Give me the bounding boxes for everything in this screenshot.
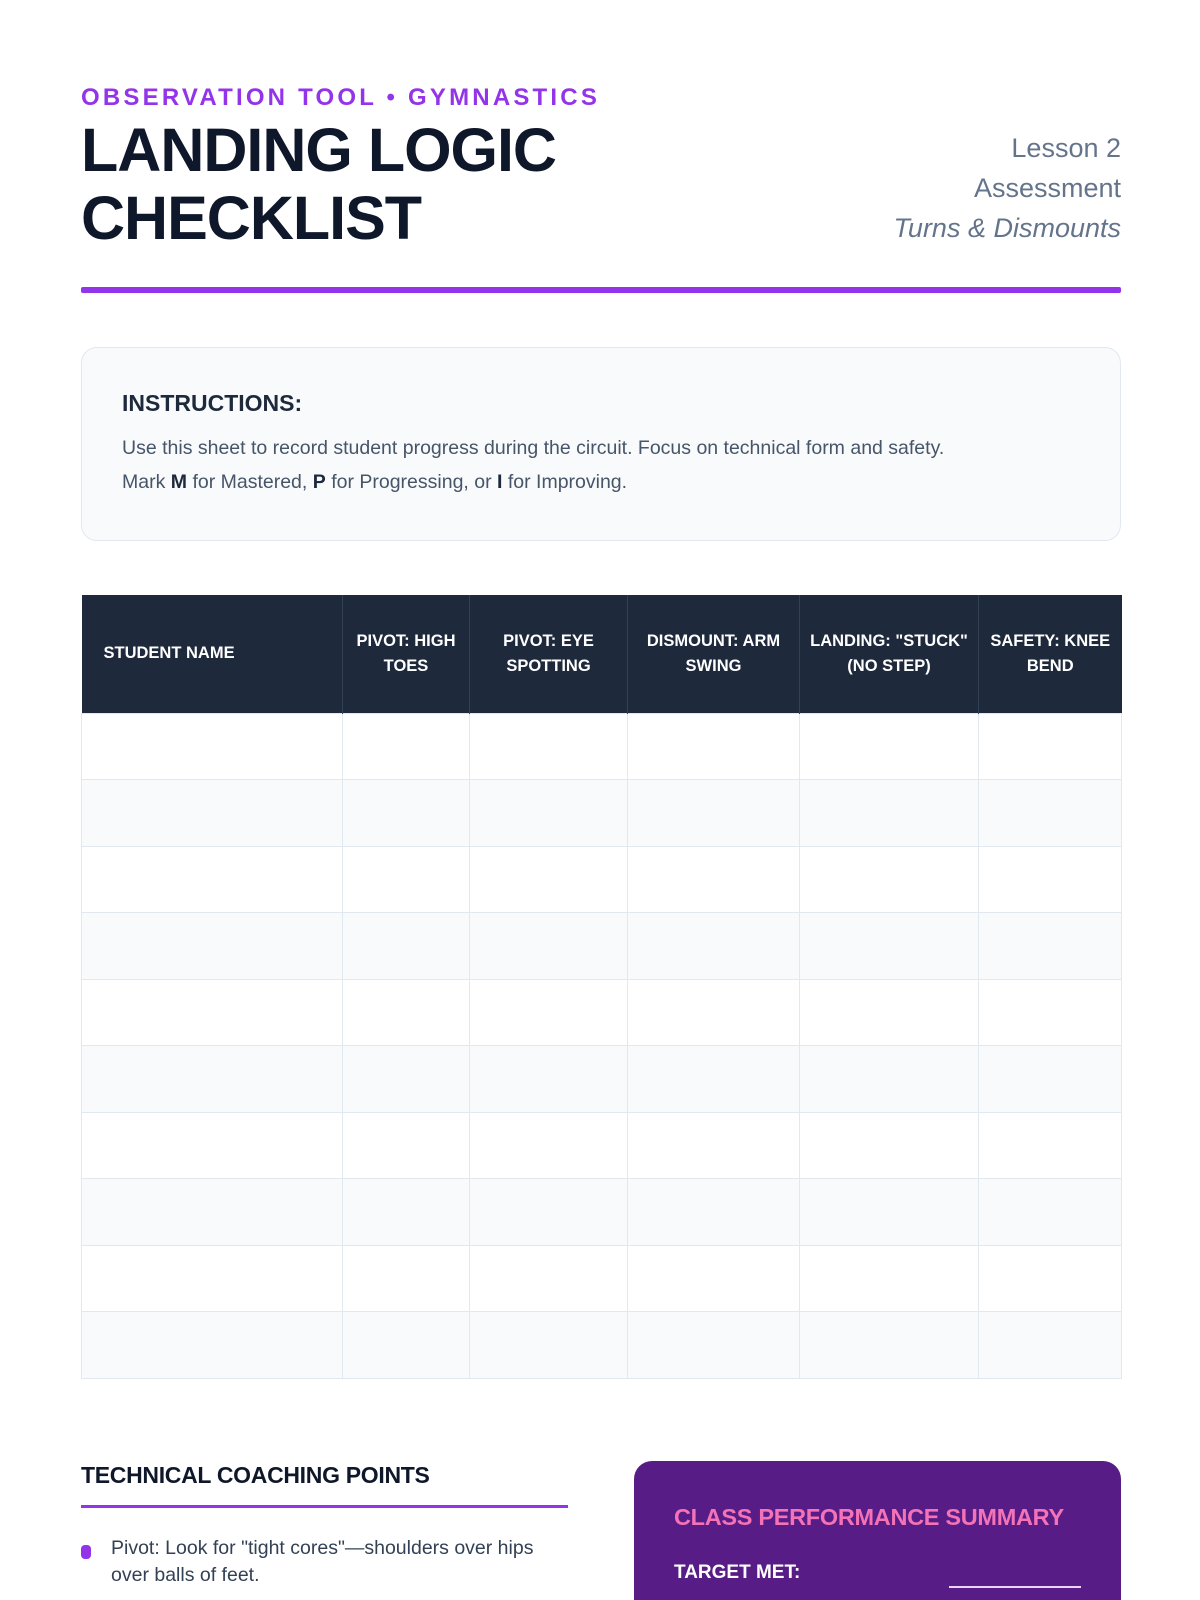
checklist-table [81,595,1122,1379]
mark-cell[interactable] [628,1112,800,1179]
column-header: PIVOT: EYE SPOTTING [470,595,628,713]
lesson-meta [893,128,1121,248]
coaching-point [81,1535,568,1589]
mark-cell[interactable] [470,713,628,780]
mark-cell[interactable] [343,979,470,1046]
coaching-list [81,1535,568,1589]
mark-cell[interactable] [470,1312,628,1379]
mark-cell[interactable] [979,1112,1122,1179]
mark-cell[interactable] [979,1312,1122,1379]
instructions-box [81,347,1121,541]
mark-cell[interactable] [470,979,628,1046]
student-name-cell[interactable] [82,713,343,780]
instructions-line1: Use this sheet to record student progress during the circuit. Focus on technical form and safety. [122,437,945,459]
table-row [82,1046,1122,1113]
table-header-row [82,595,1122,713]
lesson-subtitle: Turns & Dismounts [893,213,1121,243]
table-row [82,1112,1122,1179]
mark-cell[interactable] [343,713,470,780]
mark-cell[interactable] [800,1112,979,1179]
mark-cell[interactable] [979,1245,1122,1312]
column-header: DISMOUNT: ARM SWING [628,595,800,713]
lesson-number: Lesson 2 [1011,133,1121,163]
mark-cell[interactable] [979,979,1122,1046]
mark-cell[interactable] [470,1245,628,1312]
mark-cell[interactable] [628,913,800,980]
mark-cell[interactable] [800,846,979,913]
target-met-row [674,1562,1081,1592]
instructions-mark: Mark [122,471,166,493]
column-header: SAFETY: KNEE BEND [979,595,1122,713]
mark-cell[interactable] [628,1179,800,1246]
mark-cell[interactable] [343,1245,470,1312]
bullet-icon [81,1545,91,1559]
column-header: PIVOT: HIGH TOES [343,595,470,713]
mark-cell[interactable] [470,1179,628,1246]
mark-cell[interactable] [979,1046,1122,1113]
summary-title: CLASS PERFORMANCE SUMMARY [674,1504,1064,1530]
mark-cell[interactable] [470,1046,628,1113]
table-row [82,1179,1122,1246]
mark-cell[interactable] [800,780,979,847]
target-met-field[interactable] [949,1586,1081,1588]
table-row [82,1312,1122,1379]
table-row [82,979,1122,1046]
mark-cell[interactable] [979,846,1122,913]
mark-cell[interactable] [800,713,979,780]
column-header: LANDING: "STUCK" (NO STEP) [800,595,979,713]
table-row [82,713,1122,780]
mark-cell[interactable] [628,846,800,913]
label-mastered: for Mastered, [192,471,308,493]
mark-cell[interactable] [343,913,470,980]
label-improving: for Improving. [507,471,628,493]
column-header: STUDENT NAME [82,595,343,713]
mark-cell[interactable] [343,846,470,913]
student-name-cell[interactable] [82,1245,343,1312]
student-name-cell[interactable] [82,1046,343,1113]
student-name-cell[interactable] [82,780,343,847]
target-met-label: TARGET MET: [674,1562,801,1583]
mark-cell[interactable] [628,1312,800,1379]
mark-cell[interactable] [800,913,979,980]
student-name-cell[interactable] [82,846,343,913]
header-divider [81,287,1121,293]
student-name-cell[interactable] [82,979,343,1046]
instructions-heading: INSTRUCTIONS: [122,390,303,416]
lesson-assessment: Assessment [973,173,1121,203]
code-improving: I [497,471,503,493]
mark-cell[interactable] [628,713,800,780]
mark-cell[interactable] [343,1179,470,1246]
mark-cell[interactable] [343,780,470,847]
mark-cell[interactable] [800,1046,979,1113]
checklist-page [81,0,1121,1600]
mark-cell[interactable] [343,1112,470,1179]
summary-card [634,1461,1121,1600]
mark-cell[interactable] [628,1245,800,1312]
mark-cell[interactable] [343,1046,470,1113]
mark-cell[interactable] [800,1179,979,1246]
mark-cell[interactable] [979,780,1122,847]
mark-cell[interactable] [628,979,800,1046]
mark-cell[interactable] [800,1312,979,1379]
mark-cell[interactable] [628,1046,800,1113]
code-progressing: P [312,471,326,493]
coaching-divider [81,1505,568,1508]
student-name-cell[interactable] [82,913,343,980]
instructions-text [122,431,1080,499]
coaching-point-text: Pivot: Look for "tight cores"—shoulders over hips over balls of feet. [111,1537,534,1586]
mark-cell[interactable] [343,1312,470,1379]
mark-cell[interactable] [470,913,628,980]
table-row [82,913,1122,980]
table-row [82,780,1122,847]
student-name-cell[interactable] [82,1312,343,1379]
page-title: LANDING LOGIC CHECKLIST [81,116,556,252]
table-row [82,1245,1122,1312]
coaching-title: TECHNICAL COACHING POINTS [81,1462,430,1488]
code-mastered: M [170,471,188,493]
eyebrow-label: OBSERVATION TOOL • GYMNASTICS [81,84,601,111]
mark-cell[interactable] [470,846,628,913]
table-row [82,846,1122,913]
label-progressing: for Progressing, or [331,471,492,493]
mark-cell[interactable] [800,979,979,1046]
mark-cell[interactable] [470,1112,628,1179]
student-name-cell[interactable] [82,1112,343,1179]
mark-cell[interactable] [800,1245,979,1312]
mark-cell[interactable] [979,913,1122,980]
mark-cell[interactable] [470,780,628,847]
mark-cell[interactable] [979,1179,1122,1246]
mark-cell[interactable] [979,713,1122,780]
student-name-cell[interactable] [82,1179,343,1246]
mark-cell[interactable] [628,780,800,847]
